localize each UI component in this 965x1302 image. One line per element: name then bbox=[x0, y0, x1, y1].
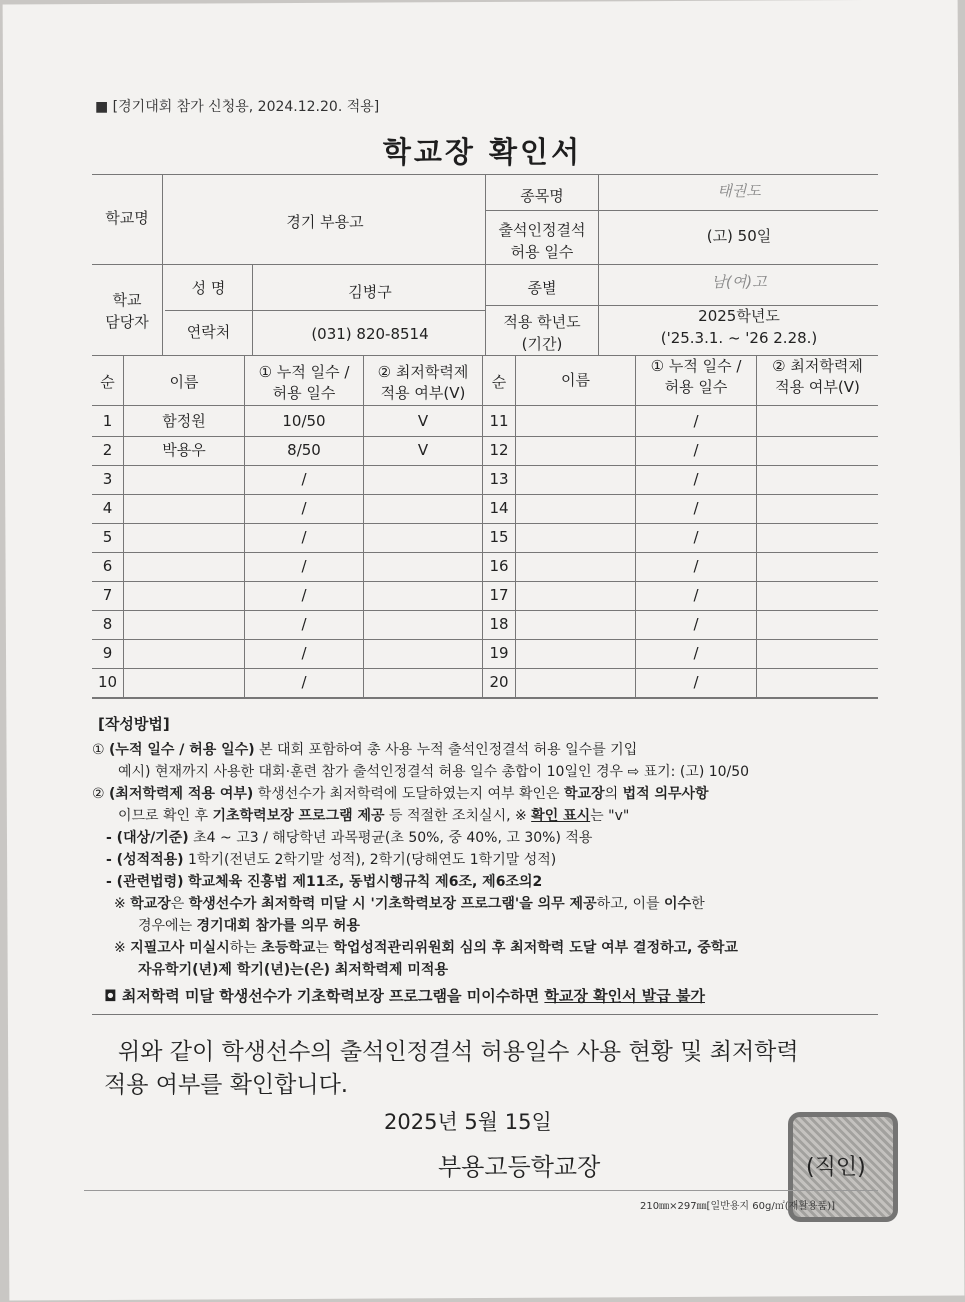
roster-cell-days: / bbox=[301, 644, 307, 662]
label-year-2: (기간) bbox=[521, 335, 563, 353]
roster-cell-no: 17 bbox=[489, 586, 509, 604]
roster-row-line bbox=[92, 639, 878, 640]
roster-cell-no: 2 bbox=[102, 441, 113, 459]
label-school-name: 학교명 bbox=[105, 209, 149, 227]
instruction-1: ① (누적 일수 / 허용 일수) 본 대회 포함하여 총 사용 누적 출석인정결석 허용 일수를 기입 bbox=[92, 742, 638, 758]
roster-cell-days: / bbox=[693, 644, 699, 662]
instruction-grades: - (성적적용) 1학기(전년도 2학기말 성적), 2학기(당해연도 1학기말 성적) bbox=[106, 852, 557, 868]
label-year-1: 적용 학년도 bbox=[503, 313, 581, 331]
value-phone: (031) 820-8514 bbox=[311, 325, 429, 343]
roster-cell-days: / bbox=[301, 615, 307, 633]
roster-row-line bbox=[92, 668, 878, 669]
roster-head-days-1: ① 누적 일수 / bbox=[258, 363, 350, 381]
roster-cell-no: 5 bbox=[102, 528, 113, 546]
roster-cell-no: 12 bbox=[489, 441, 509, 459]
table-col-line bbox=[252, 264, 253, 355]
instruction-warning: ◘ 최저학력 미달 학생선수가 기초학력보장 프로그램을 미이수하면 학교장 확인서 발급 불가 bbox=[104, 987, 705, 1005]
roster-head-name: 이름 bbox=[561, 371, 590, 389]
instruction-note-1: ※ 학교장은 학생선수가 최저학력 미달 시 '기초학력보장 프로그램'을 의무 제공하고, 이를 이수한 bbox=[114, 896, 705, 912]
table-divider bbox=[486, 210, 878, 211]
roster-head-min-2: 적용 여부(V) bbox=[380, 384, 466, 402]
roster-cell-no: 10 bbox=[97, 673, 118, 691]
roster-cell-days: / bbox=[693, 615, 699, 633]
seal-label: (직인) bbox=[806, 1155, 866, 1180]
table-col-line bbox=[598, 174, 599, 355]
roster-head-no: 순 bbox=[491, 373, 507, 391]
instruction-note-2-cont: 자유학기(년)제 학기(년)는(은) 최저학력제 미적용 bbox=[138, 962, 448, 978]
label-event: 종목명 bbox=[520, 187, 564, 205]
value-school-name: 경기 부용고 bbox=[286, 213, 364, 231]
label-type: 종별 bbox=[527, 279, 557, 297]
value-year: 2025학년도 bbox=[698, 307, 780, 325]
roster-cell-no: 6 bbox=[102, 557, 113, 575]
table-col-line bbox=[162, 174, 163, 355]
label-phone: 연락처 bbox=[186, 323, 231, 341]
roster-head-days-2: 허용 일수 bbox=[272, 384, 336, 402]
principal-title: 부용고등학교장 bbox=[438, 1153, 601, 1181]
instruction-note-2: ※ 지필고사 미실시하는 초등학교는 학업성적관리위원회 심의 후 최저학력 도달 여부 결정하고, 중학교 bbox=[114, 940, 738, 956]
roster-cell-no: 15 bbox=[489, 528, 509, 546]
instruction-note-1-cont: 경우에는 경기대회 참가를 의무 허용 bbox=[138, 918, 360, 934]
roster-cell-days: 10/50 bbox=[282, 412, 326, 430]
roster-cell-no: 3 bbox=[102, 470, 113, 488]
roster-row-line bbox=[92, 436, 878, 437]
roster-head-min-1: ② 최저학력제 bbox=[377, 363, 469, 381]
roster-head-min-1: ② 최저학력제 bbox=[772, 357, 863, 375]
label-school-2: 담당자 bbox=[105, 313, 149, 331]
value-name: 김병구 bbox=[348, 283, 392, 301]
roster-header-line bbox=[92, 405, 878, 406]
roster-cell-days: / bbox=[693, 499, 699, 517]
value-period: ('25.3.1. ~ '26 2.28.) bbox=[660, 329, 818, 347]
roster-head-days-1: ① 누적 일수 / bbox=[650, 357, 742, 375]
roster-cell-days: 8/50 bbox=[287, 441, 321, 459]
confirmation-line-1: 위와 같이 학생선수의 출석인정결석 허용일수 사용 현황 및 최저학력 bbox=[118, 1039, 799, 1065]
roster-cell-days: / bbox=[693, 557, 699, 575]
roster-col-line bbox=[756, 355, 757, 698]
label-school-1: 학교 bbox=[112, 291, 142, 309]
roster-cell-no: 7 bbox=[102, 586, 113, 604]
roster-head-days-2: 허용 일수 bbox=[664, 378, 728, 396]
roster-cell-no: 11 bbox=[489, 412, 509, 430]
roster-row-line bbox=[92, 494, 878, 495]
value-allowed-days: (고) 50일 bbox=[706, 227, 772, 245]
value-event: 태권도 bbox=[717, 182, 761, 200]
roster-col-line bbox=[123, 355, 124, 698]
roster-cell-days: / bbox=[301, 470, 307, 488]
roster-head-min-2: 적용 여부(V) bbox=[775, 378, 860, 396]
roster-cell-no: 4 bbox=[102, 499, 113, 517]
roster-cell-no: 8 bbox=[102, 615, 113, 633]
instruction-laws: - (관련법령) 학교체육 진흥법 제11조, 동법시행규칙 제6조, 제6조의2 bbox=[106, 874, 543, 890]
roster-col-line bbox=[515, 355, 516, 698]
roster-cell-days: / bbox=[301, 557, 307, 575]
roster-row-line bbox=[92, 610, 878, 611]
label-allowed-days-2: 허용 일수 bbox=[510, 243, 574, 261]
roster-bottom-line bbox=[92, 698, 878, 699]
roster-cell-no: 16 bbox=[489, 557, 509, 575]
roster-cell-name: 함정원 bbox=[162, 412, 206, 430]
roster-cell-days: / bbox=[301, 499, 307, 517]
roster-row-line bbox=[92, 523, 878, 524]
roster-cell-days: / bbox=[301, 586, 307, 604]
roster-cell-no: 14 bbox=[489, 499, 509, 517]
roster-cell-no: 18 bbox=[489, 615, 509, 633]
roster-cell-no: 9 bbox=[102, 644, 113, 662]
roster-cell-days: / bbox=[693, 586, 699, 604]
roster-cell-days: / bbox=[301, 673, 307, 691]
section-divider bbox=[92, 1014, 878, 1015]
roster-row-line bbox=[92, 552, 878, 553]
roster-row-line bbox=[92, 697, 878, 698]
roster-cell-days: / bbox=[693, 470, 699, 488]
roster-row-line bbox=[92, 465, 878, 466]
roster-row-line bbox=[92, 581, 878, 582]
roster-cell-days: / bbox=[693, 441, 699, 459]
roster-cell-no: 20 bbox=[489, 673, 509, 691]
label-name: 성 명 bbox=[191, 279, 226, 297]
roster-cell-min: V bbox=[417, 412, 429, 430]
instruction-2: ② (최저학력제 적용 여부) 학생선수가 최저학력에 도달하였는지 여부 확인은 학교장의 법적 의무사항 bbox=[92, 786, 709, 802]
value-type: 남(여)고 bbox=[711, 273, 767, 291]
table-divider bbox=[165, 310, 485, 311]
issue-date: 2025년 5월 15일 bbox=[384, 1110, 552, 1134]
footer-dotted-line bbox=[84, 1190, 878, 1191]
roster-cell-no: 1 bbox=[102, 412, 113, 430]
roster-cell-days: / bbox=[693, 412, 699, 430]
instruction-2-cont: 이므로 확인 후 기초학력보장 프로그램 제공 등 적절한 조치실시, ※ 확인 표시는 "v" bbox=[118, 808, 630, 824]
label-allowed-days-1: 출석인정결석 bbox=[498, 221, 586, 239]
roster-head-no: 순 bbox=[100, 373, 115, 391]
roster-cell-days: / bbox=[693, 528, 699, 546]
document-title: 학교장 확인서 bbox=[382, 135, 583, 169]
roster-cell-days: / bbox=[693, 673, 699, 691]
form-header-note: ■ [경기대회 참가 신청용, 2024.12.20. 적용] bbox=[95, 99, 380, 115]
roster-cell-no: 19 bbox=[489, 644, 509, 662]
instruction-target: - (대상/기준) 초4 ~ 고3 / 해당학년 과목평균(초 50%, 중 40%, 고 30%) 적용 bbox=[106, 830, 593, 846]
roster-cell-name: 박용우 bbox=[162, 441, 206, 459]
roster-cell-no: 13 bbox=[489, 470, 509, 488]
instruction-1-example: 예시) 현재까지 사용한 대회·훈련 참가 출석인정결석 허용 일수 총합이 10일인 경우 ⇨ 표기: (고) 10/50 bbox=[118, 764, 750, 780]
roster-cell-min: V bbox=[417, 441, 429, 459]
roster-cell-days: / bbox=[301, 528, 307, 546]
roster-col-line bbox=[363, 355, 364, 698]
confirmation-line-2: 적용 여부를 확인합니다. bbox=[104, 1072, 349, 1098]
instructions-title: [작성방법] bbox=[98, 715, 170, 733]
paper-spec: 210㎜×297㎜[일반용지 60g/㎡(재활용품)] bbox=[640, 1201, 836, 1212]
roster-head-name: 이름 bbox=[169, 373, 199, 391]
